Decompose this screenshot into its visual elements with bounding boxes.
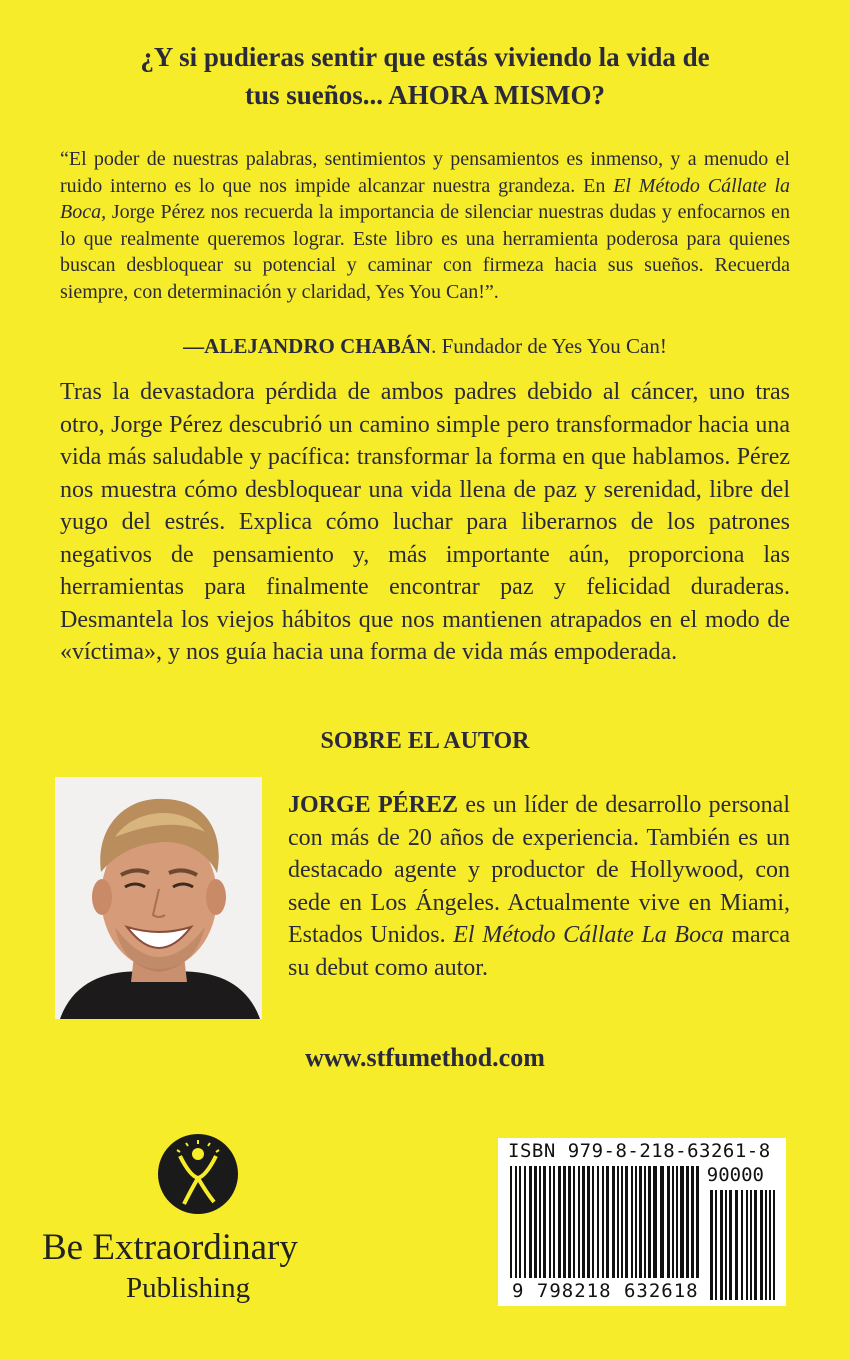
headline — [60, 38, 790, 114]
barcode-bar — [660, 1166, 664, 1278]
barcode-bar — [606, 1166, 609, 1278]
barcode-bar — [686, 1166, 689, 1278]
barcode-bar — [582, 1166, 585, 1278]
author-bio — [288, 789, 790, 984]
endorsement-quote — [60, 146, 790, 305]
addon-bar — [769, 1190, 771, 1300]
barcode-bar — [680, 1166, 684, 1278]
bio-part-1: es un líder de desarrollo personal con más de 20 años de experiencia. También es un destacado agente y productor de Hollywood, con sede en Los Ángeles. Actualmente vive en Miami, Estados Unidos. — [288, 792, 790, 948]
headline-line-2: tus sueños... AHORA MISMO? — [244, 80, 606, 110]
isbn-barcode — [498, 1138, 786, 1306]
barcode-bar — [667, 1166, 670, 1278]
quote-part-1: “El poder de nuestras palabras, sentimientos y pensamientos es inmenso, y a menudo el ruido interno es lo que nos impide alcanzar nuestra grandeza. En — [60, 148, 790, 197]
author-photo — [55, 777, 262, 1019]
barcode-bar — [653, 1166, 657, 1278]
barcode-bar — [617, 1166, 619, 1278]
publisher-emblem-icon — [30, 1130, 370, 1230]
barcode-bar — [602, 1166, 604, 1278]
barcode-bar — [672, 1166, 674, 1278]
barcode-bar — [597, 1166, 599, 1278]
addon-bar — [729, 1190, 732, 1300]
barcode-bar — [592, 1166, 594, 1278]
barcode-bar — [696, 1166, 699, 1278]
quote-attribution — [60, 334, 790, 359]
barcode-bar — [563, 1166, 566, 1278]
barcode-bar — [573, 1166, 575, 1278]
addon-bar — [773, 1190, 775, 1300]
barcode-bar — [524, 1166, 526, 1278]
barcode-bar — [639, 1166, 642, 1278]
barcode-bar — [621, 1166, 623, 1278]
barcode-bar — [648, 1166, 651, 1278]
isbn-text: ISBN 979-8-218-63261-8 — [508, 1140, 771, 1162]
bio-part-2: marca su debut como autor. — [288, 922, 790, 981]
barcode-bar — [539, 1166, 541, 1278]
barcode-bar — [543, 1166, 546, 1278]
quote-part-2: Jorge Pérez nos recuerda la importancia de silenciar nuestras dudas y enfocarnos en lo que realmente queremos lograr. Este libro es una herramienta poderosa para quienes buscan desbloquear su potencial y caminar con firmeza hacia sus sueños. Recuerda siempre, con determinación y claridad, Yes You Can!”. — [60, 201, 790, 303]
barcode-bar — [612, 1166, 615, 1278]
barcode-bar — [625, 1166, 628, 1278]
price-addon-text: 90000 — [706, 1164, 764, 1186]
addon-bar — [750, 1190, 752, 1300]
barcode-bar — [534, 1166, 537, 1278]
barcode-bar — [529, 1166, 532, 1278]
barcode-bar — [515, 1166, 517, 1278]
barcode-bar — [519, 1166, 521, 1278]
website-link[interactable]: www.stfumethod.com — [305, 1043, 545, 1072]
barcode-bar — [631, 1166, 633, 1278]
book-description: Tras la devastadora pérdida de ambos padres debido al cáncer, uno tras otro, Jorge Pérez descubrió un camino simple pero transformador hacia una vida más saludable y pacífica: transformar la forma en que hablamos. Pérez nos muestra cómo desbloquear una vida llena de paz y serenidad, libre del yugo del estrés. Explica cómo luchar para liberarnos de los patrones negativos de pensamiento y, más importante aún, proporciona las herramientas para finalmente encontrar paz y felicidad duraderas. Desmantela los viejos hábitos que nos mantienen atrapados en el modo de «víctima», y nos guía hacia una forma de vida más empoderada. — [60, 379, 790, 665]
addon-bar — [746, 1190, 748, 1300]
about-author-title: SOBRE EL AUTOR — [320, 728, 530, 754]
barcode-bar — [644, 1166, 646, 1278]
barcode-bar — [553, 1166, 555, 1278]
barcode-digits: 9 798218 632618 — [512, 1280, 699, 1302]
addon-bar — [715, 1190, 717, 1300]
addon-bar — [765, 1190, 767, 1300]
author-name: JORGE PÉREZ — [288, 792, 459, 818]
quote-book-title: El Método Cállate la Boca, — [60, 174, 791, 223]
barcode-bar — [676, 1166, 678, 1278]
barcode-bar — [635, 1166, 637, 1278]
barcode-bar — [587, 1166, 590, 1278]
addon-bar — [725, 1190, 727, 1300]
attribution-role: . Fundador de Yes You Can! — [431, 334, 667, 358]
barcode-bar — [558, 1166, 561, 1278]
barcode-bar — [568, 1166, 571, 1278]
barcode-bar — [578, 1166, 580, 1278]
addon-bar — [760, 1190, 763, 1300]
barcode-bar — [549, 1166, 551, 1278]
publisher-name: Be Extraordinary — [42, 1227, 298, 1268]
barcode-bar — [510, 1166, 512, 1278]
addon-bar — [710, 1190, 713, 1300]
attribution-name: —ALEJANDRO CHABÁN — [183, 334, 432, 358]
bio-book-title: El Método Cállate La Boca — [453, 922, 724, 948]
headline-line-1: ¿Y si pudieras sentir que estás viviendo la vida de — [140, 42, 710, 72]
addon-bar — [754, 1190, 757, 1300]
addon-bar — [741, 1190, 743, 1300]
publisher-logo — [30, 1130, 370, 1310]
addon-bar — [720, 1190, 723, 1300]
barcode-bar — [691, 1166, 694, 1278]
addon-bar — [735, 1190, 738, 1300]
publisher-name-line-2: Publishing — [126, 1272, 251, 1304]
